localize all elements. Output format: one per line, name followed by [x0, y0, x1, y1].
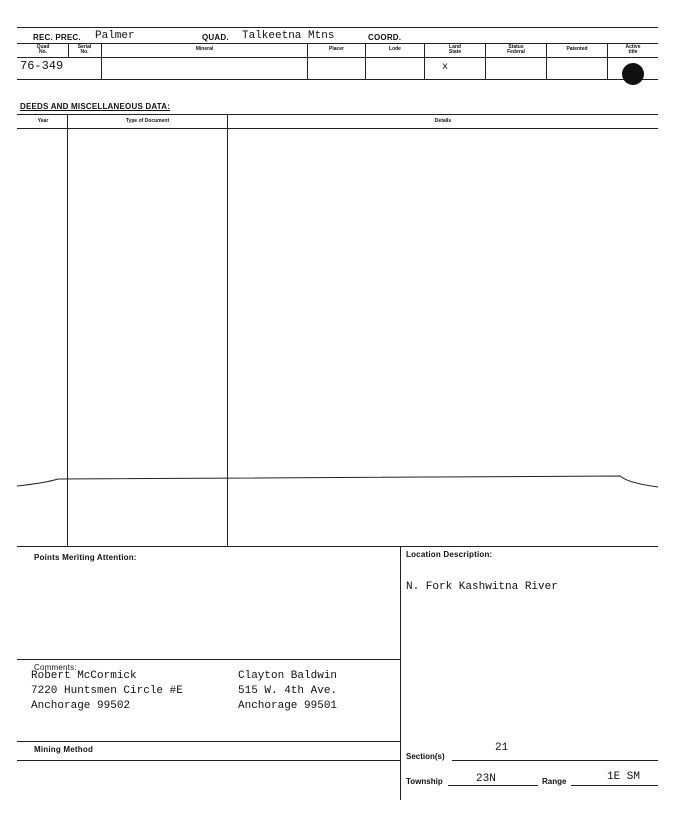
section-line — [452, 760, 658, 761]
mining-method-label: Mining Method — [34, 745, 94, 754]
township-value: 23N — [476, 773, 496, 785]
location-value: N. Fork Kashwitna River — [406, 581, 558, 593]
location-label: Location Description: — [406, 550, 493, 559]
active-title-dot — [622, 63, 644, 85]
comment-left-line-1: Robert McCormick — [31, 670, 137, 682]
comments-top-rule — [17, 659, 400, 660]
grid-header-rule — [17, 57, 658, 58]
section-value: 21 — [495, 742, 509, 754]
col-serial-no: Serial No. — [77, 44, 92, 55]
township-label: Township — [406, 777, 443, 786]
mining-bottom-rule — [17, 760, 400, 761]
col-lode: Lode — [389, 46, 401, 52]
col-active-title: Active title — [625, 44, 641, 55]
col-land-state: Land State — [448, 44, 462, 55]
quad-no-value: 76-349 — [20, 59, 64, 73]
comment-left-line-2: 7220 Huntsmen Circle #E — [31, 685, 183, 697]
quad-value: Talkeetna Mtns — [242, 30, 335, 42]
col-year: Year — [37, 118, 49, 124]
mining-top-rule — [17, 741, 400, 742]
col-placer: Placer — [328, 46, 344, 52]
top-rule — [17, 27, 658, 28]
points-label: Points Meriting Attention: — [34, 553, 137, 562]
township-line — [448, 785, 538, 786]
range-line — [571, 785, 658, 786]
comment-right-line-2: 515 W. 4th Ave. — [238, 685, 338, 697]
quad-label: QUAD. — [202, 33, 229, 42]
grid-bottom-rule — [17, 79, 658, 80]
range-label: Range — [542, 777, 567, 786]
comment-right-line-3: Anchorage 99501 — [238, 700, 338, 712]
comment-right-line-1: Clayton Baldwin — [238, 670, 338, 682]
torn-seam-line — [0, 470, 678, 494]
col-details: Details — [434, 118, 452, 124]
grid-top-rule — [17, 43, 658, 44]
comments-label: Comments: — [34, 663, 77, 672]
bottom-divider — [400, 546, 401, 800]
comment-left-line-3: Anchorage 99502 — [31, 700, 131, 712]
coord-label: COORD. — [368, 33, 402, 42]
deeds-title: DEEDS AND MISCELLANEOUS DATA: — [20, 102, 171, 111]
section-label: Section(s) — [406, 752, 445, 761]
deeds-bottom-rule — [17, 546, 658, 547]
col-patented: Patented — [566, 46, 588, 52]
deeds-header-rule — [17, 128, 658, 129]
rec-prec-value: Palmer — [95, 30, 135, 42]
col-type-of-document: Type of Document — [125, 118, 170, 124]
col-status-federal: Status Federal — [507, 44, 525, 55]
range-value: 1E SM — [607, 771, 641, 783]
col-mineral: Mineral — [195, 46, 214, 52]
rec-prec-label: REC. PREC. — [33, 33, 81, 42]
col-quad-no: Quad No. — [36, 44, 50, 55]
land-state-mark: x — [442, 62, 449, 73]
deeds-top-rule — [17, 114, 658, 115]
